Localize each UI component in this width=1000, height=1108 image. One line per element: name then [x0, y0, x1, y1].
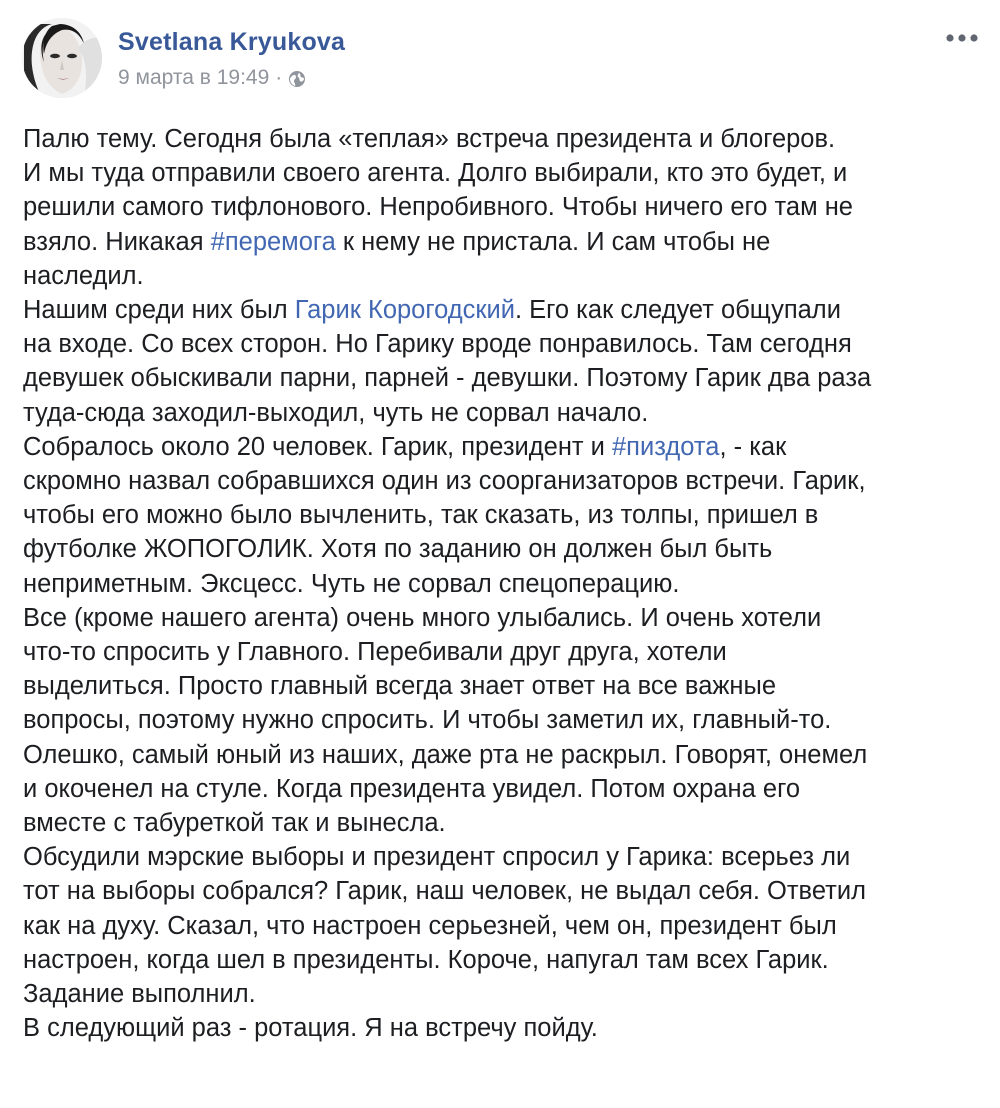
post-text-line	[23, 259, 983, 293]
post-text-line	[23, 874, 983, 908]
post-text-segment: на входе. Со всех сторон. Но Гарику вроде понравилось. Там сегодня	[23, 330, 852, 359]
post-text-line	[23, 1011, 983, 1045]
mention-garik-korogodsky-link[interactable]: Гарик Корогодский	[294, 296, 515, 325]
post-text-line	[23, 327, 983, 361]
post-text	[23, 122, 983, 1045]
post-text-segment: выделиться. Просто главный всегда знает ответ на все важные	[23, 672, 777, 701]
post-text-segment: Задание выполнил.	[23, 980, 256, 1009]
post-text-segment: неприметным. Эксцесс. Чуть не сорвал спецоперацию.	[23, 569, 680, 598]
post-text-line	[23, 738, 983, 772]
post-text-segment: тот на выборы собрался? Гарик, наш человек, не выдал себя. Ответил	[23, 877, 866, 906]
post-text-line	[23, 532, 983, 566]
post-text-segment: решили самого тифлонового. Непробивного. Чтобы ничего его там не	[23, 193, 853, 222]
post-text-line	[23, 909, 983, 943]
post-text-segment: . Его как следует общупали	[515, 296, 841, 325]
post-text-segment: к нему не пристала. И сам чтобы не	[335, 227, 771, 256]
post-text-segment: скромно назвал собравшихся один из соорганизаторов встречи. Гарик,	[23, 467, 866, 496]
post-text-segment: И мы туда отправили своего агента. Долго выбирали, кто это будет, и	[23, 159, 848, 188]
post-text-segment: как на духу. Сказал, что настроен серьезней, чем он, президент был	[23, 911, 837, 940]
post-text-line	[23, 361, 983, 395]
post-text-line	[23, 464, 983, 498]
post-text-segment: Палю тему. Сегодня была «теплая» встреча президента и блогеров.	[23, 125, 836, 153]
avatar-portrait-image	[22, 18, 102, 98]
post-text-line	[23, 567, 983, 601]
post-text-line	[23, 840, 983, 874]
hashtag-peremoga-link[interactable]: #перемога	[210, 227, 336, 256]
post-text-segment: что-то спросить у Главного. Перебивали друг друга, хотели	[23, 638, 727, 667]
post-text-segment: , - как	[719, 432, 787, 461]
hashtag-pizdota-link[interactable]: #пиздота	[612, 432, 720, 461]
post-text-segment: взяло. Никакая	[23, 227, 211, 256]
post-text-line	[23, 225, 983, 259]
meta-separator: ·	[275, 66, 283, 89]
post-text-line	[23, 977, 983, 1011]
post-text-segment: туда-сюда заходил-выходил, чуть не сорвал начало.	[23, 398, 649, 427]
post-text-line	[23, 156, 983, 190]
post-text-segment: В следующий раз - ротация. Я на встречу пойду.	[23, 1014, 598, 1043]
globe-icon[interactable]	[288, 70, 306, 88]
post-text-segment: наследил.	[23, 261, 144, 290]
post-text-line	[23, 293, 983, 327]
post-text-line	[23, 806, 983, 840]
post-timestamp-link[interactable]: 9 марта в 19:49	[118, 66, 270, 89]
post-text-segment: Олешко, самый юный из наших, даже рта не раскрыл. Говорят, онемел	[23, 740, 868, 769]
post-text-segment: футболке ЖОПОГОЛИК. Хотя по заданию он должен был быть	[23, 535, 773, 564]
avatar[interactable]	[22, 18, 102, 98]
post-text-line	[23, 190, 983, 224]
post-text-segment: настроен, когда шел в президенты. Короче, напугал там всех Гарик.	[23, 945, 829, 974]
post-text-line	[23, 430, 983, 464]
post-text-segment: чтобы его можно было вычленить, так сказать, из толпы, пришел в	[23, 501, 819, 530]
post-text-line	[23, 635, 983, 669]
post-text-segment: вместе с табуреткой так и вынесла.	[23, 809, 446, 838]
post-text-segment: Все (кроме нашего агента) очень много улыбались. И очень хотели	[23, 603, 822, 632]
post-meta	[118, 66, 306, 90]
post-text-segment: вопросы, поэтому нужно спросить. И чтобы заметил их, главный-то.	[23, 706, 832, 735]
post-text-line	[23, 703, 983, 737]
post-text-segment: Нашим среди них был	[23, 296, 295, 325]
more-options-icon[interactable]	[942, 26, 982, 50]
post-text-segment: и окоченел на стуле. Когда президента увидел. Потом охрана его	[23, 774, 801, 803]
post-text-segment: Обсудили мэрские выборы и президент спросил у Гарика: всерьез ли	[23, 843, 851, 872]
post-text-segment: Собралось около 20 человек. Гарик, президент и	[23, 432, 612, 461]
post-header	[22, 18, 982, 102]
post-text-line	[23, 669, 983, 703]
post-text-line	[23, 498, 983, 532]
post-text-line	[23, 772, 983, 806]
post-text-line	[23, 601, 983, 635]
author-name-link[interactable]: Svetlana Kryukova	[118, 28, 346, 56]
post-text-line	[23, 396, 983, 430]
post-text-line	[23, 122, 983, 156]
post-text-segment: девушек обыскивали парни, парней - девушки. Поэтому Гарик два раза	[23, 364, 872, 393]
post-text-line	[23, 943, 983, 977]
